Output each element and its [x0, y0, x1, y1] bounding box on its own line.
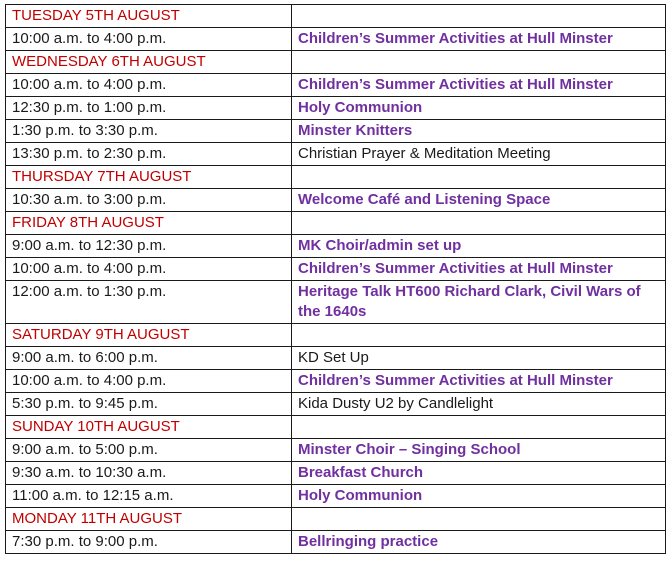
event-row [6, 347, 666, 370]
event-schedule-table [5, 4, 666, 554]
event-time: 12:00 a.m. to 1:30 p.m. [6, 281, 292, 324]
event-title: Kida Dusty U2 by Candlelight [292, 393, 666, 416]
event-time: 11:00 a.m. to 12:15 a.m. [6, 485, 292, 508]
event-row [6, 235, 666, 258]
empty-cell [292, 508, 666, 531]
event-row [6, 462, 666, 485]
event-title: Children’s Summer Activities at Hull Minster [292, 28, 666, 51]
event-title: Heritage Talk HT600 Richard Clark, Civil Wars of the 1640s [292, 281, 666, 324]
day-heading-row [6, 5, 666, 28]
event-time: 10:00 a.m. to 4:00 p.m. [6, 28, 292, 51]
event-row [6, 143, 666, 166]
event-time: 10:00 a.m. to 4:00 p.m. [6, 74, 292, 97]
event-title: Children’s Summer Activities at Hull Minster [292, 74, 666, 97]
day-heading-row [6, 324, 666, 347]
event-time: 9:30 a.m. to 10:30 a.m. [6, 462, 292, 485]
event-title: KD Set Up [292, 347, 666, 370]
event-title: Holy Communion [292, 97, 666, 120]
event-row [6, 189, 666, 212]
event-row [6, 97, 666, 120]
event-title: Welcome Café and Listening Space [292, 189, 666, 212]
day-heading: THURSDAY 7TH AUGUST [6, 166, 292, 189]
event-time: 7:30 p.m. to 9:00 p.m. [6, 531, 292, 554]
event-time: 9:00 a.m. to 12:30 p.m. [6, 235, 292, 258]
event-row [6, 393, 666, 416]
event-time: 5:30 p.m. to 9:45 p.m. [6, 393, 292, 416]
event-title: Minster Knitters [292, 120, 666, 143]
day-heading-row [6, 508, 666, 531]
empty-cell [292, 51, 666, 74]
event-title: Breakfast Church [292, 462, 666, 485]
event-title: Children’s Summer Activities at Hull Minster [292, 258, 666, 281]
empty-cell [292, 212, 666, 235]
event-title: Holy Communion [292, 485, 666, 508]
event-time: 10:30 a.m. to 3:00 p.m. [6, 189, 292, 212]
event-time: 9:00 a.m. to 6:00 p.m. [6, 347, 292, 370]
event-row [6, 258, 666, 281]
day-heading-row [6, 51, 666, 74]
day-heading-row [6, 416, 666, 439]
event-row [6, 74, 666, 97]
day-heading: MONDAY 11TH AUGUST [6, 508, 292, 531]
day-heading: FRIDAY 8TH AUGUST [6, 212, 292, 235]
day-heading: TUESDAY 5TH AUGUST [6, 5, 292, 28]
schedule-body [6, 5, 666, 554]
event-row [6, 28, 666, 51]
event-time: 1:30 p.m. to 3:30 p.m. [6, 120, 292, 143]
event-time: 12:30 p.m. to 1:00 p.m. [6, 97, 292, 120]
empty-cell [292, 166, 666, 189]
empty-cell [292, 416, 666, 439]
event-title: Bellringing practice [292, 531, 666, 554]
event-row [6, 485, 666, 508]
event-title: MK Choir/admin set up [292, 235, 666, 258]
day-heading: WEDNESDAY 6TH AUGUST [6, 51, 292, 74]
day-heading: SUNDAY 10TH AUGUST [6, 416, 292, 439]
day-heading-row [6, 166, 666, 189]
event-time: 10:00 a.m. to 4:00 p.m. [6, 258, 292, 281]
empty-cell [292, 324, 666, 347]
day-heading: SATURDAY 9TH AUGUST [6, 324, 292, 347]
event-row [6, 281, 666, 324]
event-time: 9:00 a.m. to 5:00 p.m. [6, 439, 292, 462]
event-row [6, 531, 666, 554]
empty-cell [292, 5, 666, 28]
event-title: Minster Choir – Singing School [292, 439, 666, 462]
event-time: 13:30 p.m. to 2:30 p.m. [6, 143, 292, 166]
event-row [6, 370, 666, 393]
event-time: 10:00 a.m. to 4:00 p.m. [6, 370, 292, 393]
event-title: Children’s Summer Activities at Hull Minster [292, 370, 666, 393]
event-row [6, 120, 666, 143]
day-heading-row [6, 212, 666, 235]
event-title: Christian Prayer & Meditation Meeting [292, 143, 666, 166]
event-row [6, 439, 666, 462]
